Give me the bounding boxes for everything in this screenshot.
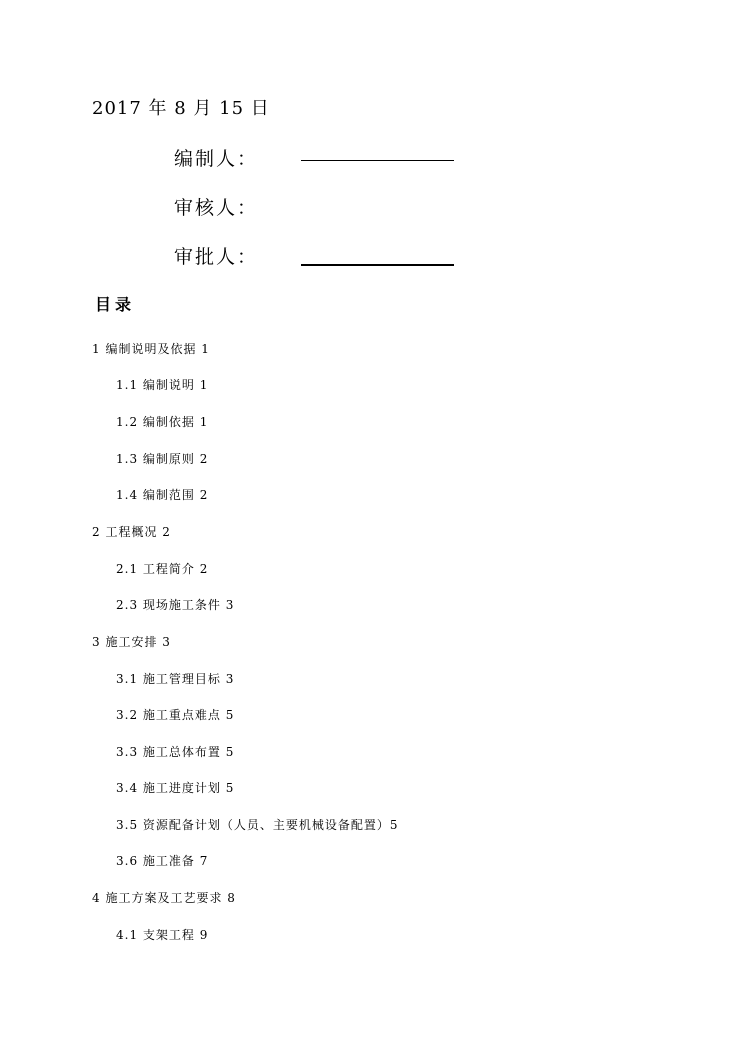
document-date: 2017 年 8 月 15 日 [92, 98, 270, 119]
toc-item[interactable]: 2.1 工程简介 2 [116, 562, 209, 576]
toc-item[interactable]: 3.1 施工管理目标 3 [116, 672, 235, 686]
toc-item[interactable]: 2.3 现场施工条件 3 [116, 598, 235, 612]
toc-item[interactable]: 3.6 施工准备 7 [116, 854, 209, 868]
toc-item[interactable]: 4.1 支架工程 9 [116, 928, 209, 942]
editor-signature-line [301, 160, 454, 161]
toc-item[interactable]: 3 施工安排 3 [92, 635, 171, 649]
toc-item[interactable]: 3.5 资源配备计划（人员、主要机械设备配置）5 [116, 818, 399, 832]
toc-item[interactable]: 1.3 编制原则 2 [116, 452, 209, 466]
editor-label: 编制人： [174, 148, 259, 170]
toc-item[interactable]: 1.2 编制依据 1 [116, 415, 209, 429]
approver-signature-line [301, 264, 454, 266]
toc-item[interactable]: 1.1 编制说明 1 [116, 378, 209, 392]
toc-item[interactable]: 3.3 施工总体布置 5 [116, 745, 235, 759]
toc-item[interactable]: 1.4 编制范围 2 [116, 488, 209, 502]
toc-item[interactable]: 2 工程概况 2 [92, 525, 171, 539]
toc-item[interactable]: 4 施工方案及工艺要求 8 [92, 891, 236, 905]
approver-label: 审批人： [174, 246, 259, 268]
reviewer-label: 审核人： [174, 197, 259, 219]
toc-item[interactable]: 3.4 施工进度计划 5 [116, 781, 235, 795]
toc-item[interactable]: 1 编制说明及依据 1 [92, 342, 210, 356]
toc-item[interactable]: 3.2 施工重点难点 5 [116, 708, 235, 722]
toc-title: 目录 [95, 295, 136, 314]
